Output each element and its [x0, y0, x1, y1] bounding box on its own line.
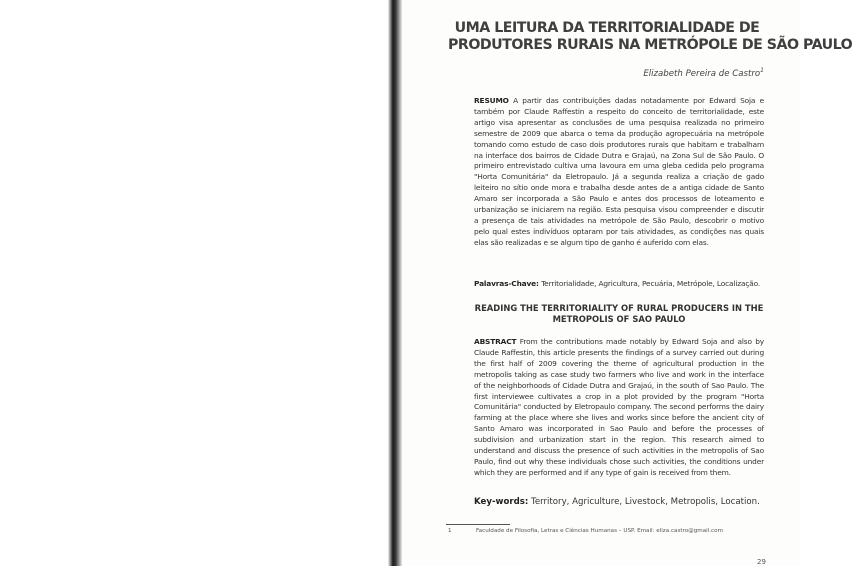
- english-title: READING THE TERRITORIALITY OF RURAL PRODUCERS IN THE METROPOLIS OF SAO PAULO: [474, 303, 764, 324]
- left-page-blank: [0, 0, 392, 566]
- abstract-label: ABSTRACT: [474, 337, 517, 346]
- keywords-text: Territory, Agriculture, Livestock, Metropolis, Location.: [531, 497, 760, 507]
- book-gutter: [388, 0, 402, 566]
- article-title: [448, 20, 852, 54]
- author-name: Elizabeth Pereira de Castro: [643, 68, 761, 79]
- resumo-label: RESUMO: [474, 96, 509, 105]
- article-title-line1: UMA LEITURA DA TERRITORIALIDADE DE: [454, 20, 760, 36]
- page-number: 29: [757, 558, 766, 566]
- footnote-rule: [446, 524, 510, 525]
- abstract-text: From the contributions made notably by Edward Soja and also by Claude Raffestin, this article presents the findings of a survey carried out during the first half of 2009 covering the theme of agricultural production in the metropolis taking as case study two farmers who live and work in the interface of the neighborhoods of Cidade Dutra and Grajaú, in the south of Sao Paulo. The first interviewee cultivates a crop in a plot provided by the program "Horta Comunitária" conducted by Eletropaulo company. The second performs the dairy farming at the place where she lives and works since before the ancient city of Santo Amaro was incorporated in Sao Paulo and before the processes of subdivision and urbanization start in the region. This research aimed to understand and discuss the presence of such activities in the metropolis of Sao Paulo, find out why these individuals chose such activities, the conditions under which they are performed and if any type of gain is received from them.: [474, 337, 764, 477]
- footnote-text: Faculdade de Filosofia, Letras e Ciências Humanas – USP. Email: eliza.castro@gmail.com: [476, 528, 724, 534]
- palavras-chave-line: [474, 279, 764, 290]
- footnote: [448, 528, 768, 534]
- article-title-line2: PRODUTORES RURAIS NA METRÓPOLE DE SÃO PAULO: [448, 37, 852, 53]
- palavras-chave-text: Territorialidade, Agricultura, Pecuária, Metrópole, Localização.: [541, 279, 761, 288]
- palavras-chave-label: Palavras-Chave:: [474, 279, 539, 288]
- keywords-label: Key-words:: [474, 497, 529, 507]
- resumo-paragraph: [474, 96, 764, 249]
- author-footnote-mark: 1: [760, 67, 764, 74]
- author-line: [643, 67, 764, 79]
- resumo-text: A partir das contribuições dadas notadamente por Edward Soja e também por Claude Raffestin a respeito do conceito de territorialidade, este artigo visa apresentar as conclusões de uma pesquisa realizada no primeiro semestre de 2009 que abarca o tema da produção agropecuária na metrópole tomando como estudo de caso dois produtores rurais que habitam e trabalham na interface dos bairros de Cidade Dutra e Grajaú, na Zona Sul de São Paulo. O primeiro entrevistado cultiva uma lavoura em uma gleba cedida pelo programa "Horta Comunitária" da Eletropaulo. Já a segunda realiza a criação de gado leiteiro no sítio onde mora e trabalha desde antes de a antiga cidade de Santo Amaro ser incorporada a São Paulo e antes dos processos de loteamento e urbanização se iniciarem na região. Esta pesquisa visou compreender e discutir a presença de tais atividades na metrópole de São Paulo, descobrir o motivo pelo qual estes indivíduos optaram por tais atividades, as condições nas quais elas são realizadas e se algum tipo de ganho é auferido com elas.: [474, 96, 764, 247]
- abstract-paragraph: [474, 337, 764, 479]
- keywords-line: [474, 497, 764, 507]
- footnote-number: 1: [448, 528, 452, 534]
